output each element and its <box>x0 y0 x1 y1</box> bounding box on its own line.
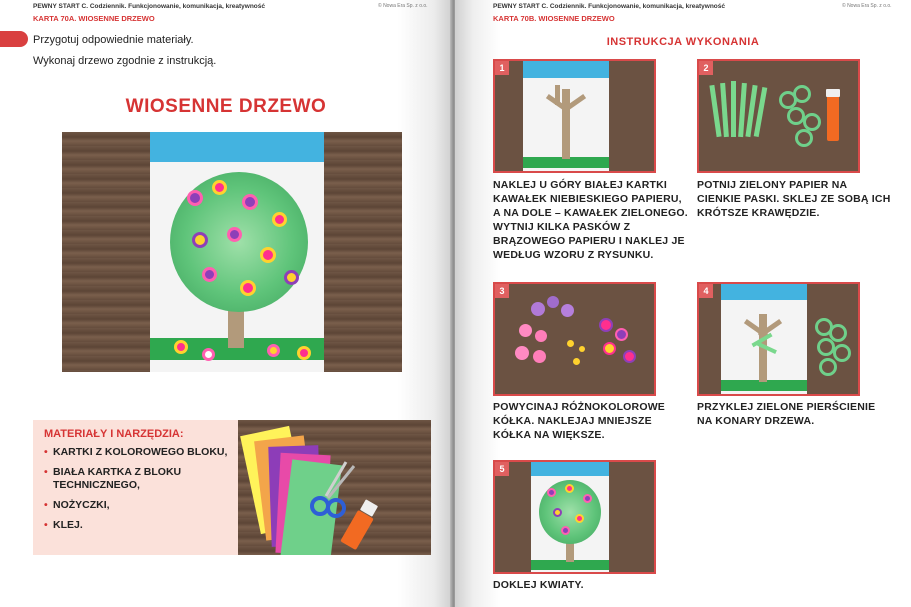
flower <box>561 526 570 535</box>
flower <box>240 280 256 296</box>
paper-strip <box>731 81 736 137</box>
step-3-text: POWYCINAJ RÓŻNOKOLOROWE KÓŁKA. NAKLEJAJ MNIEJSZE KÓŁKA NA WIĘKSZE. <box>493 401 666 441</box>
flower <box>227 227 242 242</box>
flower <box>260 247 276 263</box>
sky-strip <box>150 132 324 162</box>
paper-circle <box>579 346 585 352</box>
glue-cap <box>826 89 840 97</box>
step-number: 2 <box>699 61 713 75</box>
flower <box>202 267 217 282</box>
step-4-photo <box>697 282 860 396</box>
flower <box>202 348 215 361</box>
step-number: 3 <box>495 284 509 298</box>
list-item: • NOŻYCZKI, <box>44 499 110 511</box>
paper-flower <box>623 350 636 363</box>
materials-list <box>44 446 239 539</box>
step-number: 4 <box>699 284 713 298</box>
flower <box>174 340 188 354</box>
finished-tree-photo <box>62 132 402 372</box>
flower <box>192 232 208 248</box>
step-2-photo <box>697 59 860 173</box>
materials-photo <box>238 420 431 555</box>
list-item: • KARTKI Z KOLOROWEGO BLOKU, <box>44 446 228 458</box>
left-page <box>0 0 452 607</box>
step-1-text: NAKLEJ U GÓRY BIAŁEJ KARTKI KAWAŁEK NIEBIESKIEGO PAPIERU, A NA DOLE – KAWAŁEK ZIELONEGO. WYTNIJ KILKA PASKÓW Z BRĄZOWEGO PAPIERU I NAKLEJ JE WEDŁUG WZORU Z RYSUNKU. <box>493 179 688 261</box>
copyright: © Nowa Era Sp. z o.o. <box>378 3 428 9</box>
sky-strip <box>523 61 609 78</box>
flower <box>187 190 203 206</box>
paper-ring <box>795 129 813 147</box>
list-item: • KLEJ. <box>44 519 83 531</box>
flower <box>212 180 227 195</box>
paper-circle <box>573 358 580 365</box>
paper-ring <box>819 358 837 376</box>
paper-strip <box>709 85 721 137</box>
paper-circle <box>561 304 574 317</box>
card-label: KARTA 70A. WIOSENNE DRZEWO <box>33 14 155 23</box>
paper-strip <box>720 83 729 137</box>
sky-strip <box>721 284 807 300</box>
paper-circle <box>567 340 574 347</box>
paper-flower <box>599 318 613 332</box>
paper-circle <box>515 346 529 360</box>
glue-stick-icon <box>827 95 839 141</box>
series-header: PEWNY START C. Codziennik. Funkcjonowanie, komunikacja, kreatywność <box>493 3 726 10</box>
tree-trunk <box>562 89 570 159</box>
materials-box <box>33 420 431 555</box>
bullet-icon: • <box>44 519 48 531</box>
list-item: • BIAŁA KARTKA Z BLOKU TECHNICZNEGO, <box>44 466 182 491</box>
flower <box>267 344 280 357</box>
step-2-text: POTNIJ ZIELONY PAPIER NA CIENKIE PASKI. SKLEJ ZE SOBĄ ICH KRÓTSZE KRAWĘDZIE. <box>697 179 891 219</box>
instruction-line-1: Przygotuj odpowiednie materiały. <box>33 34 194 46</box>
bullet-icon: • <box>44 466 48 478</box>
paper-ring <box>833 344 851 362</box>
tree-branch <box>555 85 560 105</box>
paper-circle <box>535 330 547 342</box>
step-3-photo <box>493 282 656 396</box>
flower <box>272 212 287 227</box>
scissors-icon <box>306 460 358 518</box>
instruction-line-2: Wykonaj drzewo zgodnie z instrukcją. <box>33 55 217 67</box>
paper-ring <box>793 85 811 103</box>
flower <box>553 508 562 517</box>
paper-circle <box>547 296 559 308</box>
page-title: WIOSENNE DRZEWO <box>125 96 327 117</box>
flower <box>565 484 574 493</box>
flower <box>575 514 584 523</box>
card-label: KARTA 70B. WIOSENNE DRZEWO <box>493 14 615 23</box>
series-header: PEWNY START C. Codziennik. Funkcjonowanie, komunikacja, kreatywność <box>33 3 266 10</box>
paper-circle <box>533 350 546 363</box>
paper-circle <box>519 324 532 337</box>
bullet-icon: • <box>44 446 48 458</box>
copyright: © Nowa Era Sp. z o.o. <box>842 3 892 9</box>
sky-strip <box>531 462 609 476</box>
step-number: 5 <box>495 462 509 476</box>
materials-title: MATERIAŁY I NARZĘDZIA: <box>44 428 184 440</box>
flower <box>547 488 556 497</box>
instructions-title: INSTRUKCJA WYKONANIA <box>606 36 760 48</box>
step-1-photo <box>493 59 656 173</box>
bullet-icon: • <box>44 499 48 511</box>
step-5-photo <box>493 460 656 574</box>
step-number: 1 <box>495 61 509 75</box>
flower <box>583 494 592 503</box>
step-5-text: DOKLEJ KWIATY. <box>493 579 584 591</box>
paper-flower <box>603 342 616 355</box>
flower <box>297 346 311 360</box>
flower <box>284 270 299 285</box>
step-4-text: PRZYKLEJ ZIELONE PIERŚCIENIE NA KONARY DRZEWA. <box>697 401 876 427</box>
instruction-tab-marker <box>0 31 28 47</box>
paper-flower <box>615 328 628 341</box>
paper-circle <box>531 302 545 316</box>
flower <box>242 194 258 210</box>
